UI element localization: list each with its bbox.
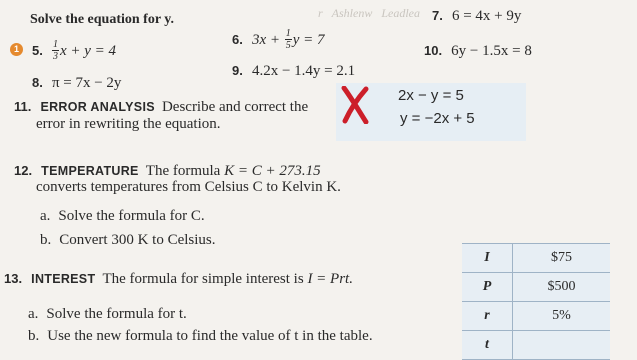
- equation-right: x + y = 4: [59, 43, 116, 59]
- equation: 6y − 1.5x = 8: [451, 43, 532, 59]
- part-label: b.: [40, 232, 52, 248]
- problem-11: [14, 96, 308, 116]
- problem-9: [232, 60, 355, 80]
- table-variable: I: [462, 244, 513, 273]
- problem-12b: [40, 232, 216, 249]
- problem-text: Describe and correct the: [161, 99, 309, 115]
- problem-12a: [40, 208, 205, 225]
- table-variable: t: [462, 331, 513, 360]
- problem-8: [32, 72, 121, 92]
- fraction: [52, 39, 59, 62]
- part-label: b.: [28, 328, 40, 344]
- numerator: 1: [285, 28, 291, 39]
- problem-text: The formula: [145, 163, 225, 179]
- problem-label: ERROR ANALYSIS: [40, 100, 155, 114]
- part-text: Solve the formula for t.: [46, 306, 187, 322]
- bleed-through-text: r Ashlenw Leadlea: [318, 6, 420, 20]
- problem-label: INTEREST: [31, 272, 96, 286]
- part-text: Use the new formula to find the value of t in the table.: [47, 328, 373, 344]
- table-value: 5%: [513, 302, 611, 331]
- denominator: 3: [52, 51, 58, 62]
- equation-left: 3x +: [251, 32, 284, 48]
- problem-6: [232, 28, 325, 51]
- part-text: Convert 300 K to Celsius.: [59, 232, 216, 248]
- equation-right: y = 7: [292, 32, 325, 48]
- work-line-1: 2x − y = 5: [398, 87, 464, 104]
- fraction: [285, 28, 292, 51]
- problem-number: 9.: [232, 63, 243, 78]
- table-row: [462, 331, 610, 360]
- interest-values-table: [462, 243, 610, 360]
- table-row: [462, 244, 610, 273]
- table-variable: P: [462, 273, 513, 302]
- work-line-2: y = −2x + 5: [400, 110, 475, 127]
- equation: 4.2x − 1.4y = 2.1: [251, 63, 356, 79]
- problem-12-text-line2: converts temperatures from Celsius C to Kelvin K.: [36, 179, 341, 195]
- formula: I = Prt.: [307, 271, 353, 287]
- help-badge-icon[interactable]: 1: [10, 43, 23, 56]
- problem-number: 6.: [232, 32, 243, 47]
- table-variable: r: [462, 302, 513, 331]
- problem-number: 13.: [4, 271, 23, 286]
- problem-13b: [28, 328, 373, 345]
- problem-5: [32, 39, 116, 62]
- problem-number: 8.: [32, 75, 43, 90]
- equation: 6 = 4x + 9y: [451, 8, 522, 24]
- equation: π = 7x − 2y: [51, 75, 122, 91]
- problem-text: The formula for simple interest is: [102, 271, 308, 287]
- problem-number: 11.: [14, 99, 32, 114]
- table-row: [462, 273, 610, 302]
- error-x-icon: [340, 86, 370, 124]
- problem-number: 5.: [32, 43, 43, 58]
- part-text: Solve the formula for C.: [58, 208, 205, 224]
- problem-10: [424, 40, 532, 60]
- problem-number: 10.: [424, 43, 443, 58]
- problem-13: [4, 268, 353, 288]
- denominator: 5: [285, 40, 291, 51]
- problem-7: [432, 5, 521, 25]
- problem-12: [14, 160, 321, 180]
- numerator: 1: [52, 39, 58, 50]
- problem-13a: [28, 306, 187, 323]
- problem-11-text-line2: error in rewriting the equation.: [36, 116, 221, 132]
- problem-number: 12.: [14, 163, 33, 178]
- problem-number: 7.: [432, 8, 443, 23]
- instruction-heading: Solve the equation for y.: [30, 12, 175, 27]
- table-row: [462, 302, 610, 331]
- formula: K = C + 273.15: [224, 163, 321, 179]
- part-label: a.: [28, 306, 39, 322]
- problem-label: TEMPERATURE: [41, 164, 139, 178]
- table-value: [513, 331, 611, 360]
- part-label: a.: [40, 208, 51, 224]
- table-value: $500: [513, 273, 611, 302]
- table-value: $75: [513, 244, 611, 273]
